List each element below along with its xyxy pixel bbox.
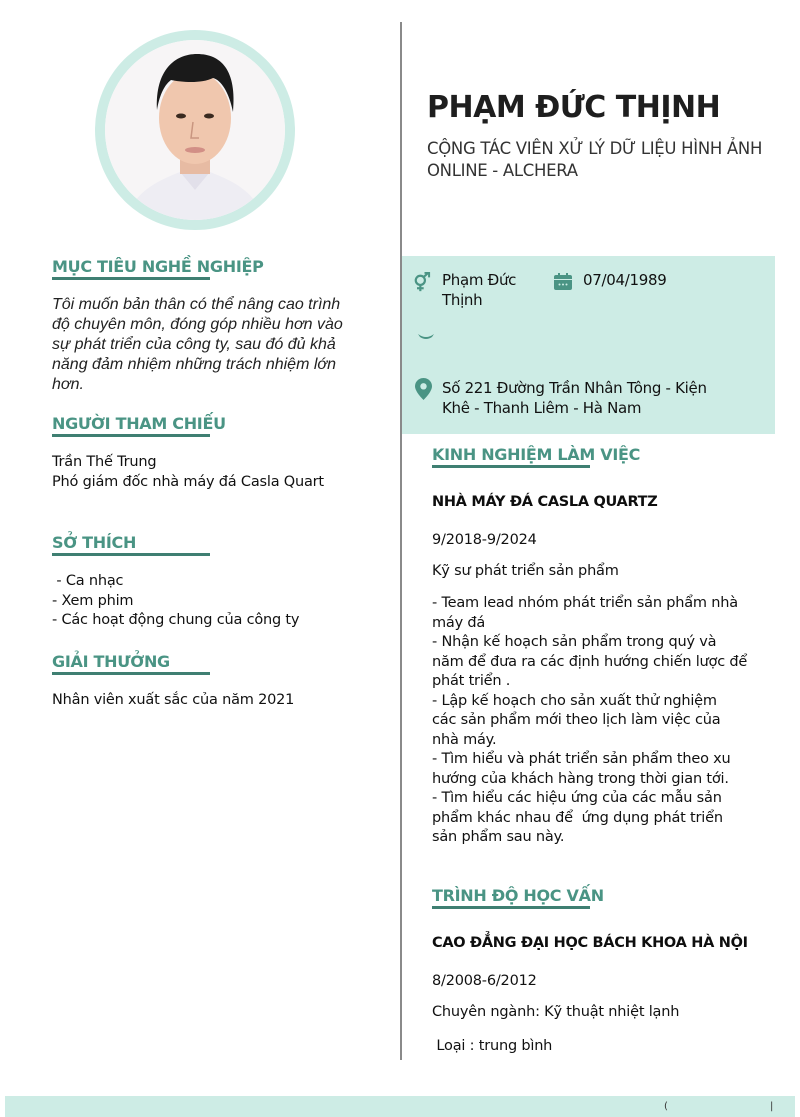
- section-underline: [432, 906, 590, 909]
- section-title-objective: MỤC TIÊU NGHỀ NGHIỆP: [52, 257, 264, 276]
- objective-text: Tôi muốn bản thân có thể nâng cao trình độ chuyên môn, đóng góp nhiều hơn vào sự phát triển của công ty, sau đó đủ khả năng đảm nhiệm những trách nhiệm lớn hơn.: [52, 296, 343, 393]
- reference-text: Trần Thế Trung Phó giám đốc nhà máy đá Casla Quart: [52, 454, 324, 490]
- birthday: 07/04/1989: [583, 271, 667, 289]
- calendar-icon: [554, 273, 572, 290]
- avatar: [95, 30, 295, 230]
- experience-description: - Team lead nhóm phát triển sản phẩm nhà máy đá - Nhận kế hoạch sản phẩm trong quý và năm để đưa ra các định hướng chiến lược để phát triển . - Lập kế hoạch cho sản xuất thử nghiệm các sản phẩm mới theo lịch làm việc của nhà máy. - Tìm hiểu và phát triển sản phẩm theo xu hướng của khách hàng trong thời gian tới. - Tìm hiểu các hiệu ứng của các mẫu sản phẩm khác nhau để ứng dụng phát triển sản phẩm sau này.: [432, 595, 748, 845]
- section-title-hobbies: SỞ THÍCH: [52, 533, 137, 552]
- footer-bar: [5, 1096, 795, 1117]
- school-name: CAO ĐẲNG ĐẠI HỌC BÁCH KHOA HÀ NỘI: [432, 935, 748, 951]
- role-line: ONLINE - ALCHERA: [427, 161, 578, 180]
- phone-icon: [416, 332, 436, 342]
- hobbies-list: [52, 572, 299, 631]
- education-grade: Loại : trung bình: [432, 1038, 553, 1054]
- column-divider: [400, 22, 402, 1060]
- role-line: CỘNG TÁC VIÊN XỬ LÝ DỮ LIỆU HÌNH ẢNH: [427, 139, 763, 158]
- address: Số 221 Đường Trần Nhân Tông - Kiện Khê - Thanh Liêm - Hà Nam: [442, 379, 707, 417]
- education-major: Chuyên ngành: Kỹ thuật nhiệt lạnh: [432, 1004, 680, 1020]
- hobby-item: - Ca nhạc: [52, 573, 124, 589]
- section-underline: [52, 672, 210, 675]
- section-underline: [52, 553, 210, 556]
- section-title-education: TRÌNH ĐỘ HỌC VẤN: [432, 886, 604, 905]
- experience-position: Kỹ sư phát triển sản phẩm: [432, 563, 619, 579]
- section-title-experience: KINH NGHIỆM LÀM VIỆC: [432, 445, 641, 464]
- section-title-awards: GIẢI THƯỞNG: [52, 652, 170, 671]
- map-pin-icon: [415, 378, 432, 400]
- awards-text: Nhân viên xuất sắc của năm 2021: [52, 692, 295, 708]
- full-name: PHẠM ĐỨC THỊNH: [427, 90, 721, 125]
- company-name: NHÀ MÁY ĐÁ CASLA QUARTZ: [432, 494, 658, 510]
- education-period: 8/2008-6/2012: [432, 973, 537, 989]
- job-role: [427, 138, 762, 182]
- hobby-item: - Xem phim: [52, 592, 134, 609]
- experience-period: 9/2018-9/2024: [432, 532, 537, 548]
- hobby-item: - Các hoạt động chung của công ty: [52, 612, 300, 628]
- section-underline: [52, 434, 210, 437]
- section-underline: [432, 465, 590, 468]
- section-title-reference: NGƯỜI THAM CHIẾU: [52, 414, 226, 433]
- gender-icon: [412, 272, 432, 292]
- footer-mark: |: [770, 1101, 774, 1112]
- profile-photo: [105, 40, 285, 220]
- contact-name: Phạm Đức Thịnh: [442, 271, 517, 309]
- footer-mark: (: [664, 1101, 668, 1112]
- contact-panel: [402, 256, 775, 434]
- person-photo-icon: [105, 40, 285, 220]
- section-underline: [52, 277, 210, 280]
